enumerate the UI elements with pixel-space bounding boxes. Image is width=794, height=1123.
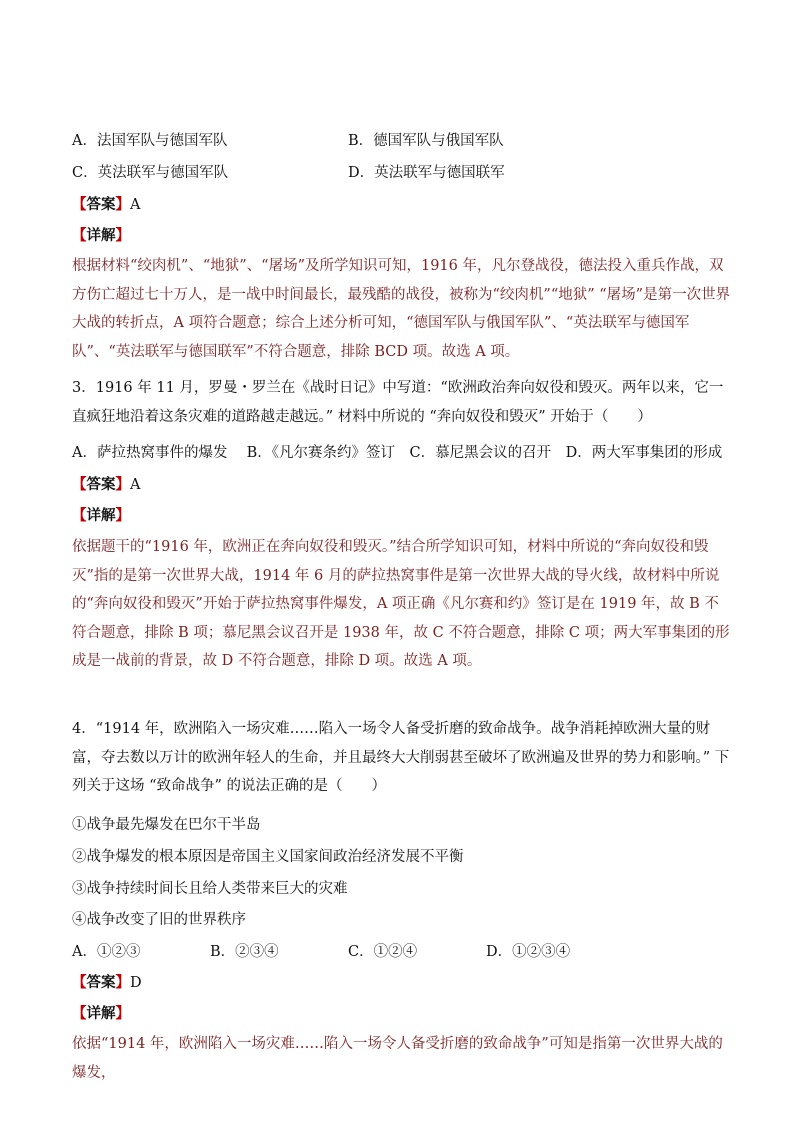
q4-answer: 【答案】D <box>72 974 142 991</box>
q2-option-c: C．英法联军与德国军队 <box>72 165 229 181</box>
q3-options: A．萨拉热窝事件的爆发 B．《凡尔赛条约》签订 C．慕尼黑会议的召开 D．两大军事集团的形成 <box>72 445 723 461</box>
q4-statement-3: ③战争持续时间长且给人类带来巨大的灾难 <box>72 881 348 897</box>
q4-stem: 4．“1914 年，欧洲陷入一场灾难……陷入一场令人备受折磨的致命战争。战争消耗掉欧洲大量的财富，夺去数以万计的欧洲年轻人的生命，并且最终大大削弱甚至破坏了欧洲遍及世界的势力和影响。” 下列关于这场 “致命战争” 的说法正确的是（ ） <box>72 721 730 794</box>
q2-detail-text: 根据材料“绞肉机”、“地狱”、“屠场”及所学知识可知，1916 年，凡尔登战役，德法投入重兵作战，双方伤亡超过七十万人，是一战中时间最长，最残酷的战役，被称为“绞肉机”“地狱” “屠场”是第一次世界大战的转折点，A 项符合题意；综合上述分析可知，“德国军队与俄国军队”、“英法联军与德国军队”、“英法联军与德国联军”不符合题意，排除 BCD 项。故选 A 项。 <box>72 258 731 360</box>
q4-statement-1: ①战争最先爆发在巴尔干半岛 <box>72 817 261 833</box>
q3-detail-heading: 【详解】 <box>72 507 130 524</box>
q3-stem: 3．1916 年 11 月，罗曼・罗兰在《战时日记》中写道：“欧洲政治奔向奴役和毁灭。两年以来，它一直疯狂地沿着这条灾难的道路越走越远。” 材料中所说的 “奔向奴役和毁灭” 开始于（ ） <box>72 380 724 425</box>
q2-detail-heading: 【详解】 <box>72 227 130 244</box>
q4-option-b: B．②③④ <box>210 944 279 960</box>
q2-answer: 【答案】A <box>72 196 141 213</box>
q4-answer-value: D <box>130 975 142 991</box>
q4-option-a: A．①②③ <box>72 944 141 960</box>
q2-option-a: A．法国军队与德国军队 <box>72 133 228 149</box>
q4-detail-text: 依据“1914 年，欧洲陷入一场灾难……陷入一场令人备受折磨的致命战争”可知是指第一次世界大战的爆发， <box>72 1036 723 1081</box>
q3-answer-value: A <box>130 477 141 493</box>
q3-answer: 【答案】A <box>72 476 141 493</box>
q3-detail-text: 依据题干的“1916 年，欧洲正在奔向奴役和毁灭。”结合所学知识可知，材料中所说的“奔向奴役和毁灭”指的是第一次世界大战，1914 年 6 月的萨拉热窝事件是第一次世界大战的导火线，故材料中所说的“奔向奴役和毁灭”开始于萨拉热窝事件爆发，A 项正确《凡尔赛和约》签订是在 1919 年，故 B 不符合题意，排除 B 项；慕尼黑会议召开是 1938 年，故 C 不符合题意，排除 C 项；两大军事集团的形成是一战前的背景，故 D 不符合题意，排除 D 项。故选 A 项。 <box>72 539 730 669</box>
q4-detail-heading: 【详解】 <box>72 1005 130 1022</box>
q4-statement-4: ④战争改变了旧的世界秩序 <box>72 912 246 928</box>
q4-option-c: C．①②④ <box>348 944 418 960</box>
q2-option-d: D．英法联军与德国联军 <box>348 165 505 181</box>
q2-answer-value: A <box>130 197 141 213</box>
q4-statement-2: ②战争爆发的根本原因是帝国主义国家间政治经济发展不平衡 <box>72 849 464 865</box>
q4-option-d: D．①②③④ <box>486 944 571 960</box>
q2-option-b: B．德国军队与俄国军队 <box>348 133 504 149</box>
